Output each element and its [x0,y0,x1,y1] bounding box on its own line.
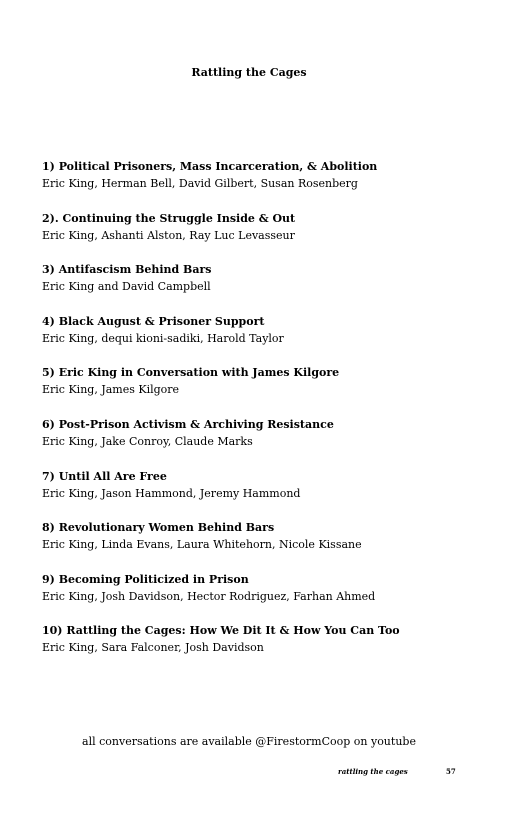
list-item [42,262,482,314]
episode-guests: Eric King, Ashanti Alston, Ray Luc Levasseur [42,228,295,242]
availability-note: all conversations are available @FirestormCoop on youtube [82,735,416,748]
episode-title: 6) Post-Prison Activism & Archiving Resistance [42,417,334,431]
episode-guests: Eric King, Herman Bell, David Gilbert, Susan Rosenberg [42,177,358,190]
episode-title: 10) Rattling the Cages: How We Dit It & How You Can Too [42,624,400,638]
list-item [42,572,482,624]
episode-title: 1) Political Prisoners, Mass Incarceration, & Abolition [42,160,378,173]
episode-title: 2). Continuing the Struggle Inside & Out [42,211,296,225]
episode-guests: Eric King and David Campbell [42,280,211,294]
list-item [42,365,482,417]
episode-title: 8) Revolutionary Women Behind Bars [42,521,275,535]
list-item [42,520,482,572]
episode-title: 5) Eric King in Conversation with James Kilgore [42,366,340,380]
list-item [42,211,482,263]
episode-guests: Eric King, Josh Davidson, Hector Rodriguez, Farhan Ahmed [42,589,376,603]
list-item [42,469,482,521]
page-number: 57 [446,767,456,776]
page-title: Rattling the Cages [191,66,307,79]
list-item [42,159,482,211]
table-of-contents [42,159,482,675]
list-item [42,623,482,675]
episode-guests: Eric King, James Kilgore [42,383,180,397]
episode-guests: Eric King, Jake Conroy, Claude Marks [42,434,253,448]
episode-title: 3) Antifascism Behind Bars [42,263,212,277]
list-item [42,314,482,366]
episode-title: 4) Black August & Prisoner Support [42,314,265,328]
episode-title: 7) Until All Are Free [42,469,167,483]
running-title: rattling the cages [338,767,408,776]
episode-guests: Eric King, dequi kioni-sadiki, Harold Taylor [42,331,284,345]
list-item [42,417,482,469]
episode-guests: Eric King, Jason Hammond, Jeremy Hammond [42,486,301,500]
episode-guests: Eric King, Sara Falconer, Josh Davidson [42,641,264,655]
episode-guests: Eric King, Linda Evans, Laura Whitehorn, Nicole Kissane [42,538,362,552]
episode-title: 9) Becoming Politicized in Prison [42,572,249,586]
